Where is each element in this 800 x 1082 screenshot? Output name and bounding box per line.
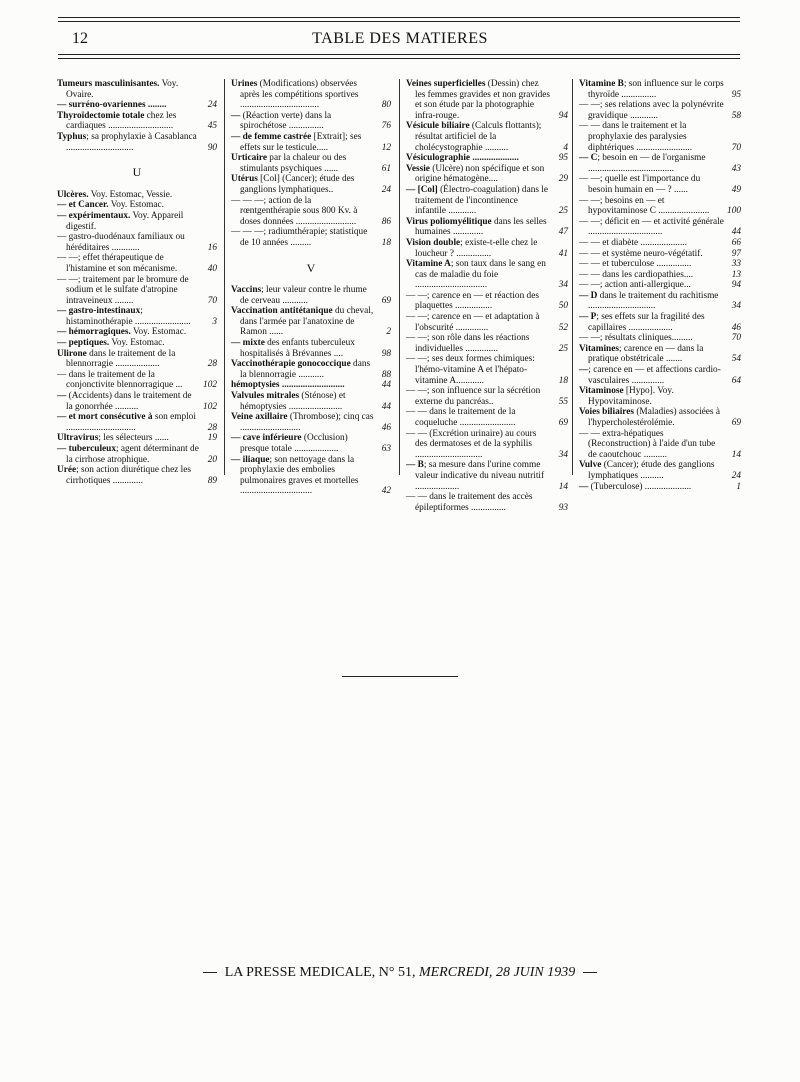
index-entry: [579, 270, 741, 281]
entry-text: — (Accidents) dans le traitement de la gonorrhée ..........: [57, 391, 192, 412]
index-entry: [579, 79, 741, 100]
entry-text: — —; traitement par le bromure de sodium et le sulfate d'atropine intraveineux ........: [57, 274, 189, 306]
entry-page: 69: [558, 418, 568, 428]
entry-text: Urines (Modifications) observées après les compétitions sportives ..................................: [231, 79, 359, 111]
entry-text: — — dans le traitement et la prophylaxie des paralysies diphtériques ........................: [579, 121, 693, 153]
entry-text: — tuberculeux; agent déterminant de la cirrhose atrophique.: [57, 444, 199, 465]
index-entry: [231, 174, 391, 195]
entry-page: 1: [736, 481, 741, 492]
entry-page: 46: [731, 322, 741, 333]
entry-page: 4: [563, 142, 568, 153]
entry-page: 100: [727, 206, 741, 217]
index-entry: [231, 359, 391, 380]
header-rule-bottom-2: [58, 58, 740, 59]
entry-text: Veine axillaire (Thrombose); cinq cas ..........................: [231, 412, 374, 433]
index-entry: [231, 111, 391, 132]
entry-page: 2: [386, 327, 391, 338]
entry-text: — — et diabète ....................: [579, 237, 687, 248]
footer: [0, 965, 800, 981]
entry-page: 80: [381, 100, 391, 111]
index-entry: [57, 391, 217, 412]
entry-text: — —; carence en — et adaptation à l'obscurité ..............: [406, 312, 540, 333]
entry-text: — D dans le traitement du rachitisme .............................: [579, 290, 719, 312]
index-entry: [406, 407, 568, 428]
index-column-2: [231, 79, 391, 497]
entry-text: Vésicule biliaire (Calculs flottants); résultat artificiel de la cholécystographie ..........: [406, 121, 542, 153]
entry-text: Vaccins; leur valeur contre le rhume de cerveau ...........: [231, 285, 367, 306]
entry-page: 88: [381, 369, 391, 380]
entry-text: — —; ses relations avec la polynévrite gravidique ............: [579, 100, 724, 121]
entry-page: 28: [207, 422, 217, 433]
entry-page: 64: [731, 375, 741, 386]
entry-text: — —; besoins en — et hypovitaminose C ......................: [579, 195, 710, 217]
index-entry: [231, 338, 391, 359]
entry-text: — — et système neuro-végétatif.: [579, 248, 703, 259]
entry-text: Vésiculographie ....................: [406, 153, 519, 164]
index-entry: [231, 132, 391, 153]
entry-text: Tumeurs masculinisantes. Voy. Ovaire.: [57, 79, 179, 100]
entry-text: — cave inférieure (Occlusion) presque totale ...................: [231, 433, 348, 454]
entry-page: 12: [381, 142, 391, 153]
page-title: TABLE DES MATIERES: [312, 30, 488, 47]
entry-page: 43: [731, 163, 741, 174]
entry-page: 95: [558, 153, 568, 164]
index-entry: [406, 238, 568, 259]
index-entry: [406, 153, 568, 164]
index-entry: [57, 275, 217, 307]
footer-year: 1939: [547, 965, 576, 980]
entry-text: — dans le traitement de la conjonctivite blennorragique ...: [57, 369, 183, 391]
entry-page: 58: [731, 110, 741, 121]
entry-text: — expérimentaux. Voy. Appareil digestif.: [57, 210, 184, 232]
index-entry: [579, 121, 741, 153]
entry-page: 33: [731, 259, 741, 270]
entry-page: 24: [381, 184, 391, 195]
entry-page: 94: [558, 110, 568, 121]
entry-text: — — dans les cardiopathies....: [579, 269, 694, 280]
entry-page: 93: [558, 502, 568, 513]
entry-text: — — dans le traitement des accès épileptiformes ...............: [406, 492, 533, 513]
entry-text: Vitaminose [Hypo]. Voy. Hypovitaminose.: [579, 386, 674, 407]
entry-text: — — —; radiumthérapie; statistique de 10 années .........: [231, 227, 368, 248]
entry-page: 69: [731, 418, 741, 428]
entry-text: Urée; son action diurétique chez les cirrhotiques .............: [57, 465, 191, 486]
index-entry: [579, 259, 741, 270]
column-separator: [399, 79, 400, 475]
index-entry: [579, 365, 741, 386]
index-entry: [579, 217, 741, 238]
entry-page: 61: [381, 163, 391, 174]
index-entry: [406, 386, 568, 407]
index-entry: [231, 227, 391, 248]
entry-text: Vaccinothérapie gonococcique dans la blennorragie ...........: [231, 359, 371, 380]
entry-text: — —; action anti-allergique...: [579, 280, 691, 291]
index-entry: [231, 153, 391, 174]
page-number: 12: [72, 30, 88, 47]
index-entry: [57, 100, 217, 111]
index-entry: [57, 232, 217, 253]
column-separator: [224, 79, 225, 475]
index-entry: [57, 433, 217, 444]
entry-text: —; carence en — et affections cardio-vasculaires ..............: [579, 365, 721, 386]
entry-text: — — —; action de la rœntgenthérapie sous 800 Kv. à doses données ..........................: [231, 195, 358, 227]
entry-page: 95: [731, 89, 741, 100]
index-entry: [406, 429, 568, 461]
entry-page: 24: [731, 470, 741, 481]
index-entry: [406, 291, 568, 312]
index-entry: [57, 465, 217, 486]
index-entry: [57, 306, 217, 327]
entry-page: 45: [207, 121, 217, 132]
index-entry: [579, 280, 741, 291]
index-entry: [579, 344, 741, 365]
entry-page: 18: [381, 237, 391, 248]
entry-page: 28: [207, 359, 217, 370]
index-entry: [579, 407, 741, 428]
index-entry: [579, 386, 741, 407]
entry-text: — — et tuberculose ...............: [579, 259, 692, 270]
index-columns: [57, 79, 741, 513]
entry-page: 89: [207, 475, 217, 486]
index-column-3: [406, 79, 568, 513]
index-entry: [406, 492, 568, 513]
index-entry: [406, 259, 568, 291]
footer-lead-rule: [203, 972, 217, 973]
entry-text: Veines superficielles (Dessin) chez les femmes gravides et non gravides et son étude par la photographie infra-rouge.: [406, 79, 551, 121]
entry-text: — et Cancer. Voy. Estomac.: [57, 200, 164, 211]
index-entry: [57, 349, 217, 370]
entry-text: Voies biliaires (Maladies) associées à l'hypercholestérolémie.: [579, 407, 720, 428]
entry-page: 47: [558, 227, 568, 238]
index-entry: [406, 185, 568, 217]
index-entry: [579, 460, 741, 481]
entry-text: — gastro-duodénaux familiaux ou héréditaires ............: [57, 232, 185, 253]
index-entry: [231, 455, 391, 497]
entry-text: — —; ses deux formes chimiques: l'hémo-vitamine A et l'hépato-vitamine A............: [406, 354, 535, 386]
entry-page: 16: [207, 242, 217, 253]
entry-text: Urticaire par la chaleur ou des stimulants psychiques ......: [231, 153, 347, 174]
entry-page: 86: [381, 216, 391, 227]
entry-page: 44: [731, 227, 741, 238]
index-entry: [579, 429, 741, 461]
index-entry: [57, 111, 217, 132]
entry-page: 70: [731, 142, 741, 153]
entry-page: 94: [731, 280, 741, 291]
index-entry: [231, 391, 391, 412]
entry-page: 29: [558, 174, 568, 185]
header-rule-bottom: [58, 54, 740, 55]
index-entry: [406, 217, 568, 238]
entry-page: 52: [558, 322, 568, 333]
entry-page: 19: [207, 433, 217, 444]
section-letter: U: [132, 165, 142, 180]
index-entry: [406, 164, 568, 185]
index-entry: [406, 354, 568, 386]
index-entry: [406, 333, 568, 354]
entry-text: — —; résultats cliniques.........: [579, 333, 693, 344]
entry-text: — surréno-ovariennes ........: [57, 100, 167, 111]
entry-page: 40: [207, 263, 217, 274]
entry-text: — de femme castrée [Extrait]; ses effets sur le testicule.....: [231, 131, 362, 153]
entry-page: 70: [731, 333, 741, 344]
index-entry: [57, 190, 217, 201]
entry-page: 63: [381, 444, 391, 454]
entry-text: hémoptysies ...........................: [231, 380, 345, 391]
index-entry: [406, 460, 568, 492]
entry-text: — et mort consécutive à son emploi ..............................: [57, 412, 196, 433]
column-separator: [572, 79, 573, 475]
index-entry: [579, 312, 741, 333]
entry-page: 76: [381, 121, 391, 132]
entry-text: — —; effet thérapeutique de l'histamine et son mécanisme.: [57, 253, 178, 274]
entry-page: 41: [558, 248, 568, 259]
entry-text: Vulve (Cancer); étude des ganglions lymphatiques ..........: [579, 460, 715, 481]
index-entry: [231, 306, 391, 338]
entry-text: Valvules mitrales (Sténose) et hémoptysies .......................: [231, 391, 346, 412]
index-entry: [406, 79, 568, 121]
entry-page: 42: [381, 486, 391, 497]
entry-page: 44: [381, 380, 391, 391]
index-entry: [57, 132, 217, 153]
entry-text: — iliaque; son nettoyage dans la prophylaxie des embolies pulmonaires graves et mortelles ...............................: [231, 454, 359, 497]
entry-text: Vitamines; carence en — dans la pratique obstétricale .......: [579, 343, 704, 365]
entry-text: — —; son rôle dans les réactions individuelles ..............: [406, 333, 530, 354]
index-entry: [231, 79, 391, 111]
index-entry: [231, 196, 391, 228]
footer-trail-rule: [583, 972, 597, 973]
index-entry: [579, 153, 741, 174]
index-entry: [57, 370, 217, 391]
entry-page: 102: [203, 380, 217, 391]
entry-page: 34: [558, 280, 568, 291]
footer-journal: LA PRESSE MEDICALE,: [224, 965, 376, 980]
entry-page: 20: [207, 454, 217, 465]
index-entry: [57, 79, 217, 100]
entry-text: Thyroïdectomie totale chez les cardiaques ............................: [57, 110, 177, 132]
index-entry: [579, 291, 741, 312]
entry-text: — (Tuberculose) ....................: [579, 481, 692, 492]
entry-page: 14: [558, 481, 568, 492]
entry-page: 44: [381, 401, 391, 412]
index-entry: [579, 174, 741, 195]
entry-text: Vitamine B; son influence sur le corps thyroïde ...............: [579, 79, 724, 100]
entry-text: — —; son influence sur la sécrétion externe du pancréas..: [406, 386, 541, 407]
entry-text: — —; quelle est l'importance du besoin humain en — ? ......: [579, 174, 701, 195]
entry-text: — C; besoin en — de l'organisme .....................................: [579, 153, 706, 174]
entry-text: Virus poliomyélitique dans les selles humaines .............: [406, 216, 547, 238]
index-entry: [231, 412, 391, 433]
entry-text: Utérus [Col] (Cancer); étude des ganglions lymphatiques..: [231, 174, 355, 195]
entry-page: 34: [731, 301, 741, 312]
entry-page: 49: [731, 184, 741, 195]
index-entry: [231, 380, 391, 391]
entry-text: Vessie (Ulcère) non spécifique et son origine hématogène....: [406, 163, 545, 185]
entry-page: 98: [381, 348, 391, 359]
index-entry: [406, 312, 568, 333]
index-entry: [579, 238, 741, 249]
section-letter: V: [306, 260, 316, 275]
entry-text: — [Col] (Électro-coagulation) dans le traitement de l'incontinence infantile ............: [406, 184, 548, 217]
entry-page: 102: [203, 401, 217, 412]
entry-text: — gastro-intestinaux; histaminothérapie ........................: [57, 306, 191, 327]
index-entry: [406, 121, 568, 153]
footer-day: MERCREDI,: [418, 965, 493, 980]
footer-date: 28 JUIN: [495, 965, 544, 980]
index-entry: [579, 333, 741, 344]
entry-text: — P; ses effets sur la fragilité des capillaires ...................: [579, 312, 705, 333]
entry-page: 90: [207, 142, 217, 153]
entry-page: 18: [558, 375, 568, 386]
entry-text: — — (Excrétion urinaire) au cours des dermatoses et de la syphilis .............................: [406, 428, 537, 460]
entry-text: — peptiques. Voy. Estomac.: [57, 338, 165, 349]
entry-text: — —; déficit en — et activité générale ................................: [579, 216, 724, 238]
index-entry: [579, 249, 741, 260]
entry-page: 24: [207, 100, 217, 111]
index-entry: [57, 253, 217, 274]
entry-page: 54: [731, 354, 741, 365]
entry-text: Typhus; sa prophylaxie à Casablanca .............................: [57, 131, 197, 153]
entry-text: — mixte des enfants tuberculeux hospitalisés à Brévannes ....: [231, 338, 355, 359]
entry-page: 66: [731, 237, 741, 248]
entry-page: 50: [558, 301, 568, 312]
entry-page: 55: [558, 396, 568, 407]
entry-text: — — extra-hépatiques (Reconstruction) à l'aide d'un tube de caoutchouc ..........: [579, 428, 716, 460]
entry-text: — B; sa mesure dans l'urine comme valeur indicative du niveau nutritif ...................: [406, 460, 545, 492]
entry-page: 70: [207, 295, 217, 306]
entry-page: 3: [212, 316, 217, 327]
entry-text: — (Réaction verte) dans la spirochétose ...............: [231, 110, 332, 132]
index-entry: [231, 433, 391, 454]
entry-text: — —; carence en — et réaction des plaquettes ................: [406, 290, 539, 312]
entry-page: 34: [558, 449, 568, 460]
index-entry: [57, 211, 217, 232]
index-column-1: [57, 79, 217, 486]
index-entry: [57, 327, 217, 338]
entry-page: 13: [731, 269, 741, 280]
index-column-4: [579, 79, 741, 492]
index-entry: [57, 200, 217, 211]
entry-page: 46: [381, 422, 391, 433]
entry-text: Vitamine A; son taux dans le sang en cas de maladie du foie ...............................: [406, 259, 546, 291]
header-rule-top: [58, 17, 740, 18]
entry-page: 25: [558, 343, 568, 354]
entry-text: Ultravirus; les sélecteurs ......: [57, 433, 169, 444]
entry-text: Vaccination antitétanique du cheval, dans l'armée par l'anatoxine de Ramon ......: [231, 306, 374, 338]
entry-page: 25: [558, 206, 568, 217]
entry-text: — hémorragiques. Voy. Estomac.: [57, 327, 187, 338]
entry-page: 97: [731, 248, 741, 259]
footer-issue: N° 51,: [378, 965, 416, 980]
index-entry: [579, 482, 741, 493]
entry-text: Ulirone dans le traitement de la blennorragie ...................: [57, 348, 176, 370]
entry-page: 14: [731, 449, 741, 460]
entry-page: 69: [381, 295, 391, 306]
index-entry: [57, 338, 217, 349]
entry-text: Vision double; existe-t-elle chez le loucheur ? ...............: [406, 237, 538, 259]
index-entry: [579, 100, 741, 121]
index-entry: [231, 285, 391, 306]
center-divider: [342, 676, 458, 677]
index-entry: [57, 412, 217, 433]
index-entry: [57, 444, 217, 465]
header-rule-top-2: [58, 21, 740, 22]
index-entry: [579, 196, 741, 217]
entry-text: Ulcères. Voy. Estomac, Vessie.: [57, 189, 173, 200]
entry-text: — — dans le traitement de la coqueluche ........................: [406, 407, 516, 428]
